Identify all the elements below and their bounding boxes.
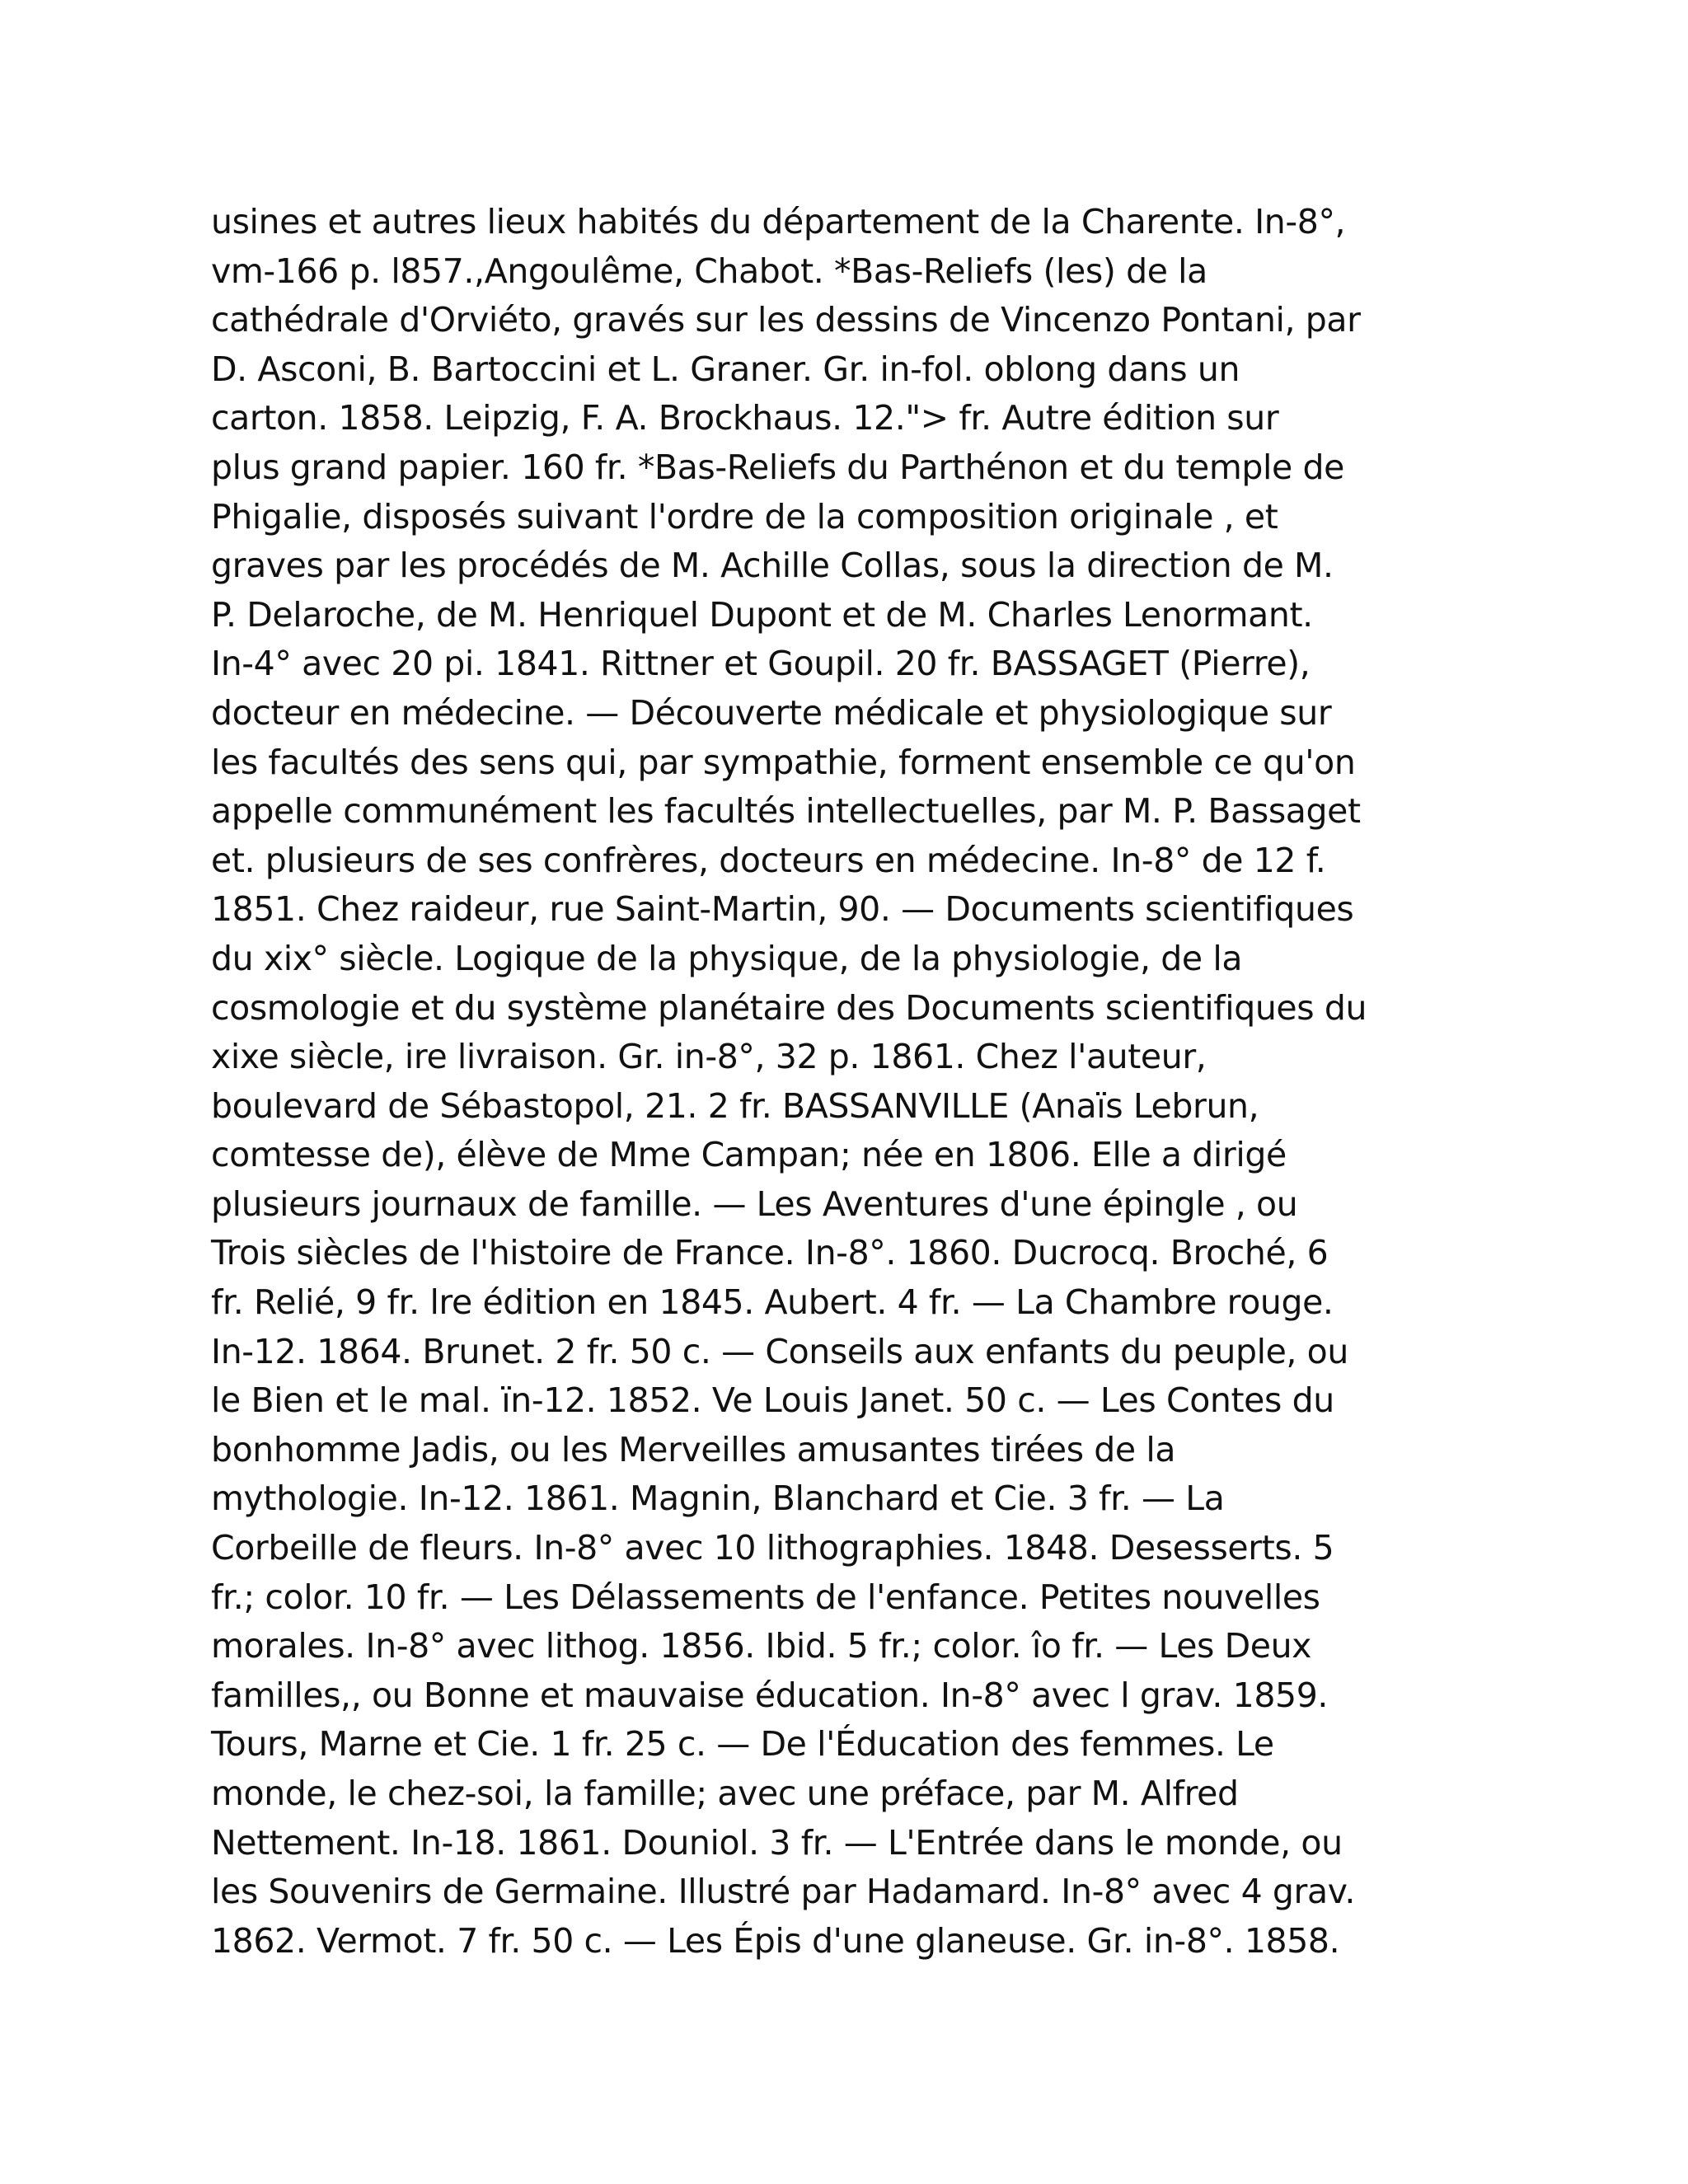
text-line: Tours, Marne et Cie. 1 fr. 25 c. — De l'Éducation des femmes. Le bbox=[211, 1724, 1274, 1765]
body-text bbox=[211, 198, 1480, 1966]
text-line: 1851. Chez raideur, rue Saint-Martin, 90. — Documents scientifiques bbox=[211, 889, 1354, 930]
text-line: les Souvenirs de Germaine. Illustré par Hadamard. In-8° avec 4 grav. bbox=[211, 1872, 1356, 1912]
text-line: familles,, ou Bonne et mauvaise éducation. In-8° avec l grav. 1859. bbox=[211, 1675, 1329, 1715]
text-line: D. Asconi, B. Bartoccini et L. Graner. Gr. in-fol. oblong dans un bbox=[211, 349, 1240, 389]
text-line: boulevard de Sébastopol, 21. 2 fr. BASSANVILLE (Anaïs Lebrun, bbox=[211, 1085, 1259, 1126]
text-line: bonhomme Jadis, ou les Merveilles amusantes tirées de la bbox=[211, 1429, 1176, 1469]
text-line: 1862. Vermot. 7 fr. 50 c. — Les Épis d'une glaneuse. Gr. in-8°. 1858. bbox=[211, 1920, 1340, 1961]
text-line: graves par les procédés de M. Achille Collas, sous la direction de M. bbox=[211, 546, 1334, 586]
text-line: Nettement. In-18. 1861. Douniol. 3 fr. — L'Entrée dans le monde, ou bbox=[211, 1822, 1343, 1863]
text-line: appelle communément les facultés intellectuelles, par M. P. Bassaget bbox=[211, 791, 1361, 832]
text-line: usines et autres lieux habités du département de la Charente. In-8°, bbox=[211, 202, 1346, 241]
text-line: plusieurs journaux de famille. — Les Aventures d'une épingle , ou bbox=[211, 1183, 1298, 1224]
text-line: fr.; color. 10 fr. — Les Délassements de l'enfance. Petites nouvelles bbox=[211, 1577, 1320, 1617]
text-line: Corbeille de fleurs. In-8° avec 10 lithographies. 1848. Desesserts. 5 bbox=[211, 1528, 1334, 1568]
text-line: P. Delaroche, de M. Henriquel Dupont et de M. Charles Lenormant. bbox=[211, 594, 1313, 635]
text-line: Phigalie, disposés suivant l'ordre de la composition originale , et bbox=[211, 496, 1278, 537]
text-line: le Bien et le mal. ïn-12. 1852. Ve Louis Janet. 50 c. — Les Contes du bbox=[211, 1380, 1334, 1421]
text-line: xixe siècle, ire livraison. Gr. in-8°, 32 p. 1861. Chez l'auteur, bbox=[211, 1037, 1207, 1077]
text-line: fr. Relié, 9 fr. lre édition en 1845. Aubert. 4 fr. — La Chambre rouge. bbox=[211, 1282, 1334, 1323]
text-line: du xix° siècle. Logique de la physique, de la physiologie, de la bbox=[211, 938, 1243, 978]
text-line: les facultés des sens qui, par sympathie, forment ensemble ce qu'on bbox=[211, 742, 1356, 782]
text-line: vm-166 p. l857.,Angoulême, Chabot. *Bas-Reliefs (les) de la bbox=[211, 251, 1207, 291]
text-line: cosmologie et du système planétaire des Documents scientifiques du bbox=[211, 987, 1367, 1028]
text-line: Trois siècles de l'histoire de France. In-8°. 1860. Ducrocq. Broché, 6 bbox=[211, 1233, 1329, 1273]
text-line: et. plusieurs de ses confrères, docteurs en médecine. In-8° de 12 f. bbox=[211, 840, 1326, 880]
text-line: docteur en médecine. — Découverte médicale et physiologique sur bbox=[211, 692, 1332, 733]
text-line: monde, le chez-soi, la famille; avec une préface, par M. Alfred bbox=[211, 1774, 1239, 1813]
text-line: In-4° avec 20 pi. 1841. Rittner et Goupil. 20 fr. BASSAGET (Pierre), bbox=[211, 644, 1311, 684]
text-line: In-12. 1864. Brunet. 2 fr. 50 c. — Conseils aux enfants du peuple, ou bbox=[211, 1331, 1348, 1371]
text-line: comtesse de), élève de Mme Campan; née en 1806. Elle a dirigé bbox=[211, 1135, 1287, 1175]
text-line: carton. 1858. Leipzig, F. A. Brockhaus. 12."> fr. Autre édition sur bbox=[211, 398, 1279, 438]
text-line: mythologie. In-12. 1861. Magnin, Blanchard et Cie. 3 fr. — La bbox=[211, 1479, 1225, 1519]
text-line: morales. In-8° avec lithog. 1856. Ibid. 5 fr.; color. îo fr. — Les Deux bbox=[211, 1626, 1312, 1666]
text-line: cathédrale d'Orviéto, gravés sur les dessins de Vincenzo Pontani, par bbox=[211, 300, 1361, 340]
text-line: plus grand papier. 160 fr. *Bas-Reliefs du Parthénon et du temple de bbox=[211, 447, 1344, 487]
